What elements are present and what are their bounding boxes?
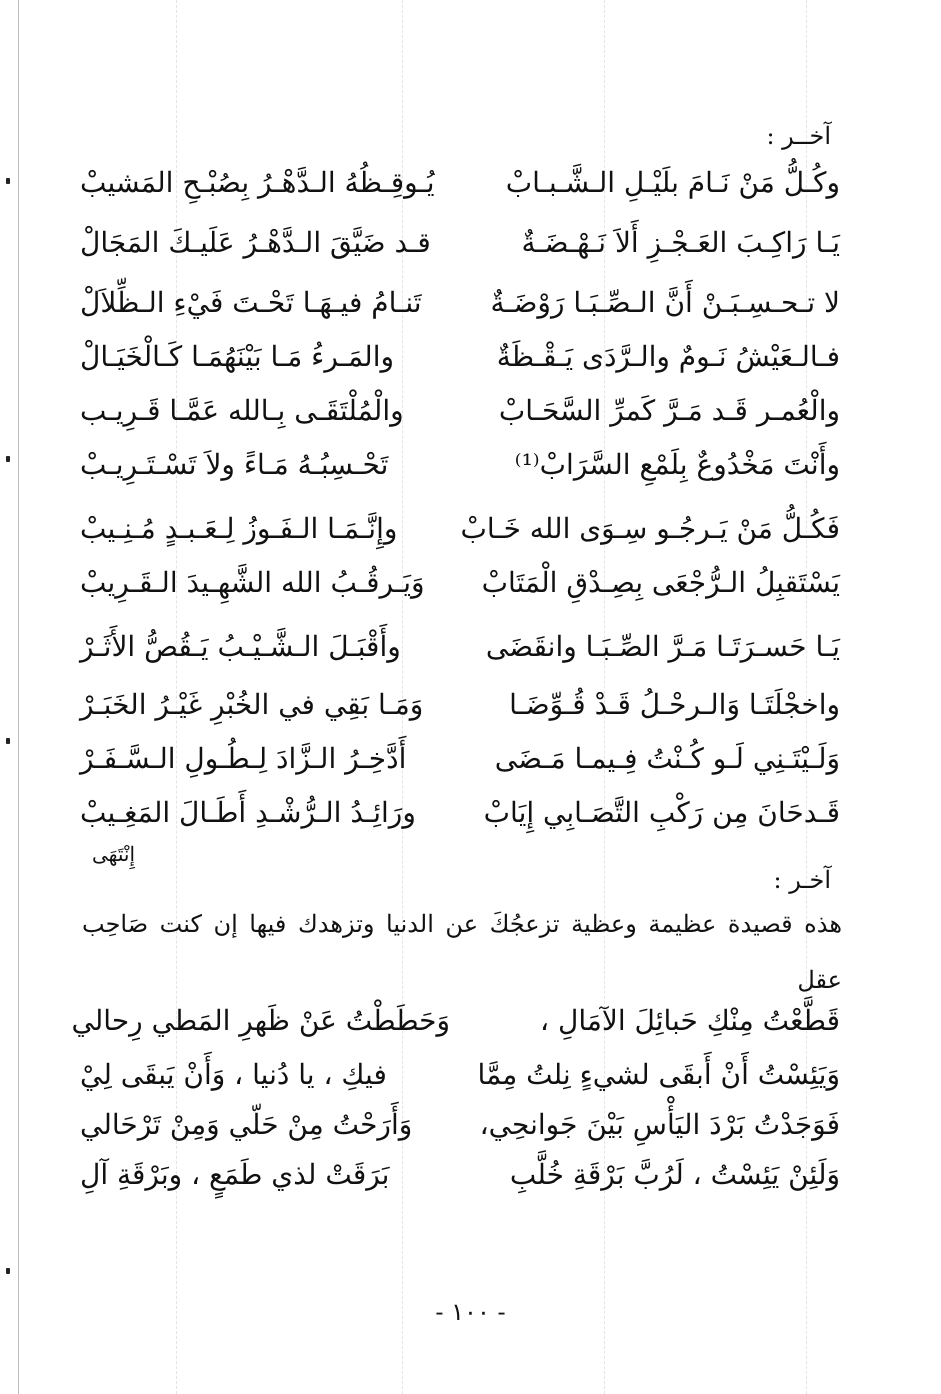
binding-mark: [6, 1268, 10, 1274]
verse-row: [80, 226, 840, 278]
verse-second-half: فيكِ ، يا دُنيا ، وَأَنْ يَبقَى لِيْ: [80, 1058, 387, 1091]
verse-row: [80, 742, 840, 794]
verse-first-half: يَسْتَقبِلُ الـرُّجْعَى بِصِـدْقِ الْمَتَابْ: [481, 566, 840, 599]
poem2-intro: هذه قصيدة عظيمة وعظية تزعجُكَ عن الدنيا وتزهدك فيها إن كنت صَاحِب عقل: [82, 910, 843, 994]
verse-row: [80, 688, 840, 740]
verse-row: [80, 1108, 840, 1160]
verse-second-half: ورَائِـدُ الـرُّشْـدِ أَطَـالَ المَغِـيبْ: [80, 796, 416, 829]
verse-first-half: وكُـلُّ مَنْ نَـامَ بلَيْـلِ الـشَّـبـابْ: [505, 166, 840, 199]
verse-first-half: يَـا حَسـرَتَـا مَـرَّ الصِّـبَـا وانقَضَى: [485, 630, 840, 663]
verse-row: [71, 1004, 840, 1056]
poem1-heading: آخــر :: [766, 122, 831, 150]
verse-first-half: وَلَئِنْ يَئِسْتُ ، لَرُبَّ بَرْقَةِ خُلَّبِ: [509, 1158, 840, 1191]
verse-row: [80, 340, 840, 392]
verse-second-half: وَأَرَحْتُ مِنْ حَلّي وَمِنْ تَرْحَالي: [80, 1108, 413, 1141]
verse-second-half: تَحْـسِبُـهُ مَـاءً ولاَ تَسْـتَـرِيـبْ: [80, 448, 389, 481]
verse-first-half: وَلَـيْتَـنِي لَـو كُـنْتُ فِـيمـا مَـضَى: [494, 742, 840, 775]
verse-first-half: فَكُـلُّ مَنْ يَـرجُـو سِـوَى الله خَـابْ: [460, 512, 840, 545]
verse-row: [80, 512, 840, 564]
verse-second-half: والْمُلْتَقَـى بِـالله عَمَّـا قَـرِيـب: [80, 394, 404, 427]
verse-row: [80, 1158, 840, 1210]
left-margin-rule: [18, 0, 19, 1394]
verse-first-half: قَـدحَانَ مِن رَكْبِ التَّصَـابِي إِيَابْ: [483, 796, 840, 829]
verse-row: [80, 286, 840, 338]
verse-first-half: فـالـعَيْشُ نَـومٌ والـرَّدَى يَـقْـظَةٌ: [496, 340, 840, 373]
poem2-heading: آخـر :: [773, 866, 831, 894]
verse-first-half: واخجْلَتَـا وَالـرحْـلُ قَـدْ قُـوِّضَـا: [509, 688, 840, 721]
verse-row: [80, 566, 840, 618]
verse-second-half: يُـوقِـظُهُ الـدَّهْـرُ بِصُبْـحِ المَشيبْ: [80, 166, 435, 199]
verse-first-half: فَوَجَدْتُ بَرْدَ اليَأْسِ بَيْنَ جَوانحِي،: [479, 1108, 840, 1141]
verse-first-half: وأَنْتَ مَخْدُوعٌ بِلَمْعِ السَّرَابْ⁽¹⁾: [514, 448, 840, 481]
verse-second-half: تَنـامُ فيـهَـا تَحْـتَ فَيْءِ الـظِّلاَلْ: [80, 286, 422, 319]
binding-mark: [6, 738, 10, 744]
verse-second-half: وإِنَّـمَـا الـفَـوزُ لِـعَـبـدٍ مُـنِـيبْ: [80, 512, 398, 545]
verse-first-half: والْعُمـر قَـد مَـرَّ كَمرِّ السَّحَـابْ: [498, 394, 840, 427]
verse-second-half: أَدَّخِـرُ الـزَّادَ لِـطُـولِ الـسَّـفَـرْ: [80, 742, 407, 775]
verse-row: [80, 166, 840, 218]
verse-row: [80, 448, 840, 500]
verse-second-half: وَمَـا بَقِي في الخُبْرِ غَيْـرُ الخَبَـرْ: [80, 688, 424, 721]
verse-first-half: لا تـحـسِـبَـنْ أَنَّ الـصِّـبَـا رَوْضَـةٌ: [490, 286, 840, 319]
verse-second-half: وَيَـرقُـبُ الله الشَّهِـيدَ الـقَـرِيبْ: [80, 566, 425, 599]
page-number: - ١٠٠ -: [435, 1298, 506, 1326]
binding-mark: [6, 178, 10, 184]
verse-row: [80, 1058, 840, 1110]
verse-first-half: وَيَئِسْتُ أَنْ أَبقَى لشيءٍ نِلتُ مِمَّا: [477, 1058, 840, 1091]
verse-first-half: قَطَّعْتُ مِنْكِ حَبائِلَ الآمَالِ ،: [540, 1004, 840, 1037]
verse-second-half: قـد ضَيَّقَ الـدَّهْـرُ عَلَيـكَ المَجَالْ: [80, 226, 431, 259]
verse-first-half: يَـا رَاكِـبَ العَـجْـزِ أَلاَ نَـهْـضَـةٌ: [521, 226, 840, 259]
verse-second-half: وَحَطَطْتُ عَنْ ظَهرِ المَطي رِحالي: [71, 1004, 450, 1037]
end-note: إِنْتَهَى: [92, 842, 136, 866]
verse-row: [80, 796, 840, 848]
binding-mark: [6, 456, 10, 462]
verse-row: [80, 394, 840, 446]
verse-second-half: بَرَقَتْ لذي طَمَعٍ ، وبَرْقَةِ آلِ: [80, 1158, 390, 1191]
verse-second-half: وأَقْبَـلَ الـشَّـيْـبُ يَـقُصُّ الأَثَـرْ: [80, 630, 401, 663]
verse-row: [80, 630, 840, 682]
verse-second-half: والمَـرءُ مَـا بَيْنَهُمَـا كَـالْخَيَـالْ: [80, 340, 394, 373]
